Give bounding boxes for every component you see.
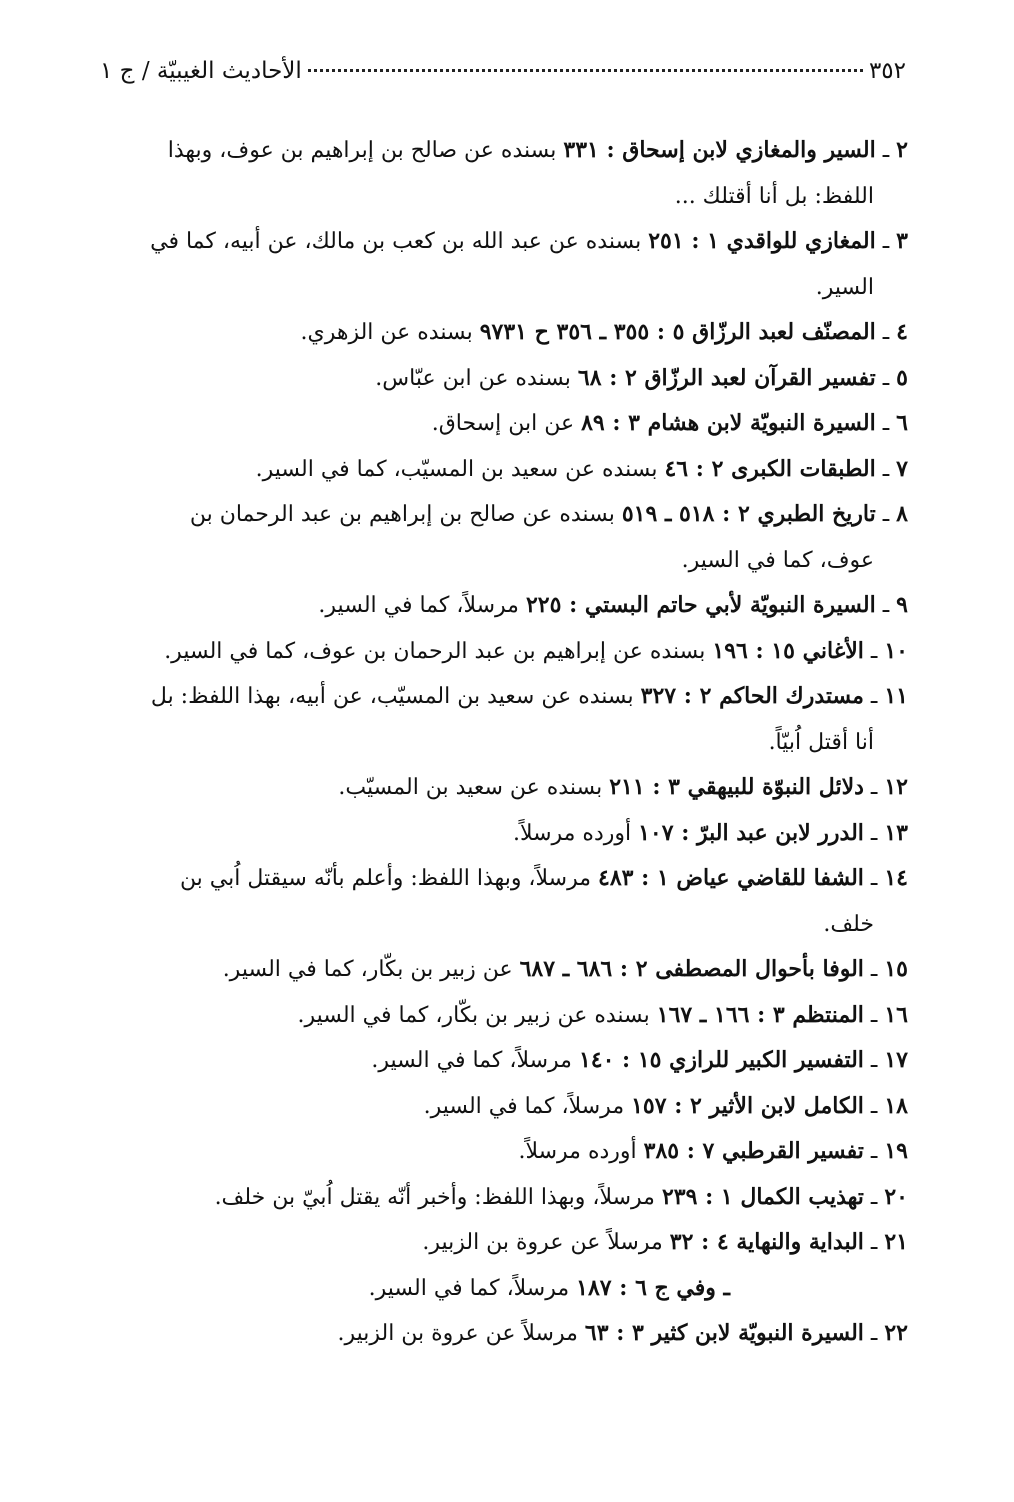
reference-line: ٢٠ ـ تهذيب الكمال ١ : ٢٣٩ مرسلاً، وبهذا اللفظ: وأخبر أنّه يقتل اُبيّ بن خلف. bbox=[214, 1183, 908, 1210]
reference-item bbox=[100, 1038, 908, 1084]
reference-item bbox=[100, 629, 908, 675]
reference-item bbox=[100, 583, 908, 629]
reference-source: المصنّف لعبد الرزّاق ٥ : ٣٥٥ ـ ٣٥٦ ح ٩٧٣١ bbox=[479, 319, 876, 345]
reference-number: ٧ bbox=[896, 455, 908, 482]
reference-number: ٢٢ bbox=[884, 1320, 908, 1346]
reference-line: ١٣ ـ الدرر لابن عبد البرّ : ١٠٧ أورده مرسلاً. bbox=[512, 819, 908, 846]
reference-number: ٢ bbox=[896, 137, 908, 163]
page-number: ٣٥٢ bbox=[868, 58, 906, 84]
reference-text: مرسلاً، كما في السير. bbox=[368, 1275, 570, 1301]
reference-number: ٥ bbox=[896, 364, 908, 391]
reference-item bbox=[100, 310, 908, 356]
reference-number: ١٥ bbox=[884, 956, 908, 982]
reference-number: ٩ bbox=[896, 592, 908, 618]
reference-source: الدرر لابن عبد البرّ : ١٠٧ bbox=[638, 819, 864, 846]
reference-line: ١٥ ـ الوفا بأحوال المصطفى ٢ : ٦٨٦ ـ ٦٨٧ عن زبير بن بكّار، كما في السير. bbox=[222, 956, 908, 982]
reference-item bbox=[100, 128, 908, 219]
reference-source: التفسير الكبير للرازي ١٥ : ١٤٠ bbox=[578, 1047, 864, 1073]
reference-item bbox=[100, 356, 908, 402]
reference-item bbox=[100, 1311, 908, 1357]
reference-source: الكامل لابن الأثير ٢ : ١٥٧ bbox=[631, 1092, 864, 1119]
reference-item bbox=[100, 1175, 908, 1221]
reference-source: مستدرك الحاكم ٢ : ٣٢٧ bbox=[640, 683, 864, 709]
reference-source: المغازي للواقدي ١ : ٢٥١ bbox=[648, 228, 876, 254]
reference-source: السيرة النبويّة لأبي حاتم البستي : ٢٢٥ bbox=[525, 592, 876, 618]
reference-text: عن ابن إسحاق. bbox=[431, 411, 575, 436]
reference-line: ٩ ـ السيرة النبويّة لأبي حاتم البستي : ٢٢٥ مرسلاً، كما في السير. bbox=[318, 592, 908, 618]
reference-line: ١٩ ـ تفسير القرطبي ٧ : ٣٨٥ أورده مرسلاً. bbox=[518, 1138, 908, 1164]
reference-item bbox=[100, 947, 908, 993]
reference-text: مرسلاً عن عروة بن الزبير. bbox=[337, 1321, 578, 1346]
reference-number: ٣ bbox=[896, 228, 908, 254]
reference-text: مرسلاً، كما في السير. bbox=[423, 1093, 625, 1119]
reference-item bbox=[100, 447, 908, 493]
reference-line: ٥ ـ تفسير القرآن لعبد الرزّاق ٢ : ٦٨ بسنده عن ابن عبّاس. bbox=[375, 364, 908, 391]
reference-text: أورده مرسلاً. bbox=[512, 820, 632, 846]
reference-line: ٢١ ـ البداية والنهاية ٤ : ٣٢ مرسلاً عن عروة بن الزبير. bbox=[422, 1229, 908, 1255]
reference-source: السيرة النبويّة لابن هشام ٣ : ٨٩ bbox=[581, 410, 876, 436]
reference-line: ١٦ ـ المنتظم ٣ : ١٦٦ ـ ١٦٧ بسنده عن زبير بن بكّار، كما في السير. bbox=[297, 1001, 908, 1028]
reference-number: ٦ bbox=[896, 410, 908, 436]
reference-number: ٢١ bbox=[884, 1229, 908, 1255]
reference-source: الشفا للقاضي عياض ١ : ٤٨٣ bbox=[598, 865, 864, 891]
reference-number: ٢٠ bbox=[884, 1183, 908, 1210]
reference-continuation: خلف. bbox=[823, 911, 874, 937]
reference-item bbox=[100, 811, 908, 857]
reference-line: ٧ ـ الطبقات الكبرى ٢ : ٤٦ بسنده عن سعيد بن المسيّب، كما في السير. bbox=[255, 455, 908, 482]
reference-number: ٨ bbox=[896, 501, 908, 527]
reference-text: مرسلاً، كما في السير. bbox=[371, 1048, 572, 1073]
reference-line: ١٠ ـ الأغاني ١٥ : ١٩٦ بسنده عن إبراهيم بن عبد الرحمان بن عوف، كما في السير. bbox=[164, 637, 908, 664]
reference-text: مرسلاً عن عروة بن الزبير. bbox=[422, 1230, 663, 1255]
reference-item bbox=[100, 401, 908, 447]
reference-source: ـ وفي ج ٦ : ١٨٧ bbox=[576, 1274, 730, 1301]
reference-item bbox=[100, 1084, 908, 1130]
reference-line: ١٤ ـ الشفا للقاضي عياض ١ : ٤٨٣ مرسلاً، وبهذا اللفظ: وأعلم بأنّه سيقتل اُبي بن bbox=[179, 865, 908, 891]
running-title: الأحاديث الغيبيّة / ج ١ bbox=[100, 58, 302, 84]
reference-number: ١١ bbox=[884, 683, 908, 709]
reference-text: مرسلاً، كما في السير. bbox=[318, 593, 519, 618]
reference-line: ٤ ـ المصنّف لعبد الرزّاق ٥ : ٣٥٥ ـ ٣٥٦ ح ٩٧٣١ بسنده عن الزهري. bbox=[300, 319, 908, 345]
reference-number: ١٨ bbox=[884, 1092, 908, 1119]
reference-item bbox=[100, 765, 908, 811]
reference-source: دلائل النبوّة للبيهقي ٣ : ٢١١ bbox=[609, 774, 864, 800]
reference-source: تهذيب الكمال ١ : ٢٣٩ bbox=[661, 1183, 864, 1210]
reference-continuation: اللفظ: بل أنا أقتلك ... bbox=[674, 183, 874, 209]
reference-text: مرسلاً، وبهذا اللفظ: وأخبر أنّه يقتل اُبيّ بن خلف. bbox=[214, 1184, 655, 1210]
reference-line: ١٢ ـ دلائل النبوّة للبيهقي ٣ : ٢١١ بسنده عن سعيد بن المسيّب. bbox=[338, 774, 908, 800]
reference-number: ٤ bbox=[896, 319, 908, 345]
reference-text: بسنده عن سعيد بن المسيّب، عن أبيه، بهذا اللفظ: بل bbox=[150, 684, 634, 709]
reference-continuation: عوف، كما في السير. bbox=[681, 547, 874, 573]
reference-source: تاريخ الطبري ٢ : ٥١٨ ـ ٥١٩ bbox=[621, 501, 876, 527]
reference-text: بسنده عن زبير بن بكّار، كما في السير. bbox=[297, 1002, 650, 1028]
reference-source: تفسير القرآن لعبد الرزّاق ٢ : ٦٨ bbox=[577, 364, 876, 391]
reference-line: ٨ ـ تاريخ الطبري ٢ : ٥١٨ ـ ٥١٩ بسنده عن صالح بن إبراهيم بن عبد الرحمان بن bbox=[189, 501, 908, 527]
reference-item bbox=[100, 1129, 908, 1175]
reference-source: السير والمغازي لابن إسحاق : ٣٣١ bbox=[563, 137, 876, 163]
reference-text: بسنده عن الزهري. bbox=[300, 320, 473, 345]
reference-item bbox=[100, 1220, 908, 1266]
reference-text: بسنده عن عبد الله بن كعب بن مالك، عن أبيه، كما في bbox=[150, 229, 642, 254]
page-header bbox=[100, 50, 906, 92]
reference-text: بسنده عن إبراهيم بن عبد الرحمان بن عوف، كما في السير. bbox=[164, 638, 706, 664]
reference-item bbox=[100, 674, 908, 765]
reference-line: ٣ ـ المغازي للواقدي ١ : ٢٥١ بسنده عن عبد الله بن كعب بن مالك، عن أبيه، كما في bbox=[150, 228, 908, 254]
reference-source: البداية والنهاية ٤ : ٣٢ bbox=[669, 1229, 864, 1255]
reference-number: ١٣ bbox=[884, 819, 908, 846]
reference-source: المنتظم ٣ : ١٦٦ ـ ١٦٧ bbox=[656, 1001, 864, 1028]
reference-item bbox=[100, 993, 908, 1039]
reference-item bbox=[100, 1266, 908, 1312]
reference-source: السيرة النبويّة لابن كثير ٣ : ٦٣ bbox=[584, 1320, 864, 1346]
reference-text: بسنده عن صالح بن إبراهيم بن عبد الرحمان بن bbox=[189, 502, 615, 527]
reference-source: الأغاني ١٥ : ١٩٦ bbox=[712, 637, 864, 664]
reference-item bbox=[100, 219, 908, 310]
reference-number: ١٦ bbox=[884, 1001, 908, 1028]
reference-list bbox=[100, 128, 908, 1357]
reference-text: بسنده عن صالح بن إبراهيم بن عوف، وبهذا bbox=[167, 138, 557, 163]
reference-text: بسنده عن سعيد بن المسيّب. bbox=[338, 775, 603, 800]
reference-number: ١٤ bbox=[884, 865, 908, 891]
reference-line: ٢٢ ـ السيرة النبويّة لابن كثير ٣ : ٦٣ مرسلاً عن عروة بن الزبير. bbox=[337, 1320, 908, 1346]
reference-item bbox=[100, 492, 908, 583]
reference-source: الطبقات الكبرى ٢ : ٤٦ bbox=[664, 455, 876, 482]
reference-continuation: أنا أقتل اُبيّاً. bbox=[768, 729, 874, 755]
reference-number: ١٩ bbox=[884, 1138, 908, 1164]
reference-line: ٦ ـ السيرة النبويّة لابن هشام ٣ : ٨٩ عن ابن إسحاق. bbox=[431, 410, 908, 436]
reference-text: أورده مرسلاً. bbox=[518, 1139, 637, 1164]
reference-item bbox=[100, 856, 908, 947]
reference-text: بسنده عن سعيد بن المسيّب، كما في السير. bbox=[255, 456, 658, 482]
reference-text: عن زبير بن بكّار، كما في السير. bbox=[222, 957, 513, 982]
reference-number: ١٧ bbox=[884, 1047, 908, 1073]
reference-text: بسنده عن ابن عبّاس. bbox=[375, 365, 571, 391]
reference-line: ٢ ـ السير والمغازي لابن إسحاق : ٣٣١ بسنده عن صالح بن إبراهيم بن عوف، وبهذا bbox=[167, 137, 908, 163]
header-leader-dots bbox=[308, 69, 863, 72]
reference-number: ١٠ bbox=[884, 637, 908, 664]
reference-line: ١٧ ـ التفسير الكبير للرازي ١٥ : ١٤٠ مرسلاً، كما في السير. bbox=[371, 1047, 908, 1073]
reference-text: مرسلاً، وبهذا اللفظ: وأعلم بأنّه سيقتل اُبي بن bbox=[179, 866, 592, 891]
reference-source: الوفا بأحوال المصطفى ٢ : ٦٨٦ ـ ٦٨٧ bbox=[519, 956, 864, 982]
reference-source: تفسير القرطبي ٧ : ٣٨٥ bbox=[643, 1138, 864, 1164]
reference-continuation: السير. bbox=[815, 274, 874, 300]
reference-number: ١٢ bbox=[884, 774, 908, 800]
reference-line: ١١ ـ مستدرك الحاكم ٢ : ٣٢٧ بسنده عن سعيد بن المسيّب، عن أبيه، بهذا اللفظ: بل bbox=[150, 683, 908, 709]
reference-line bbox=[369, 1276, 730, 1301]
reference-line: ١٨ ـ الكامل لابن الأثير ٢ : ١٥٧ مرسلاً، كما في السير. bbox=[423, 1092, 908, 1119]
